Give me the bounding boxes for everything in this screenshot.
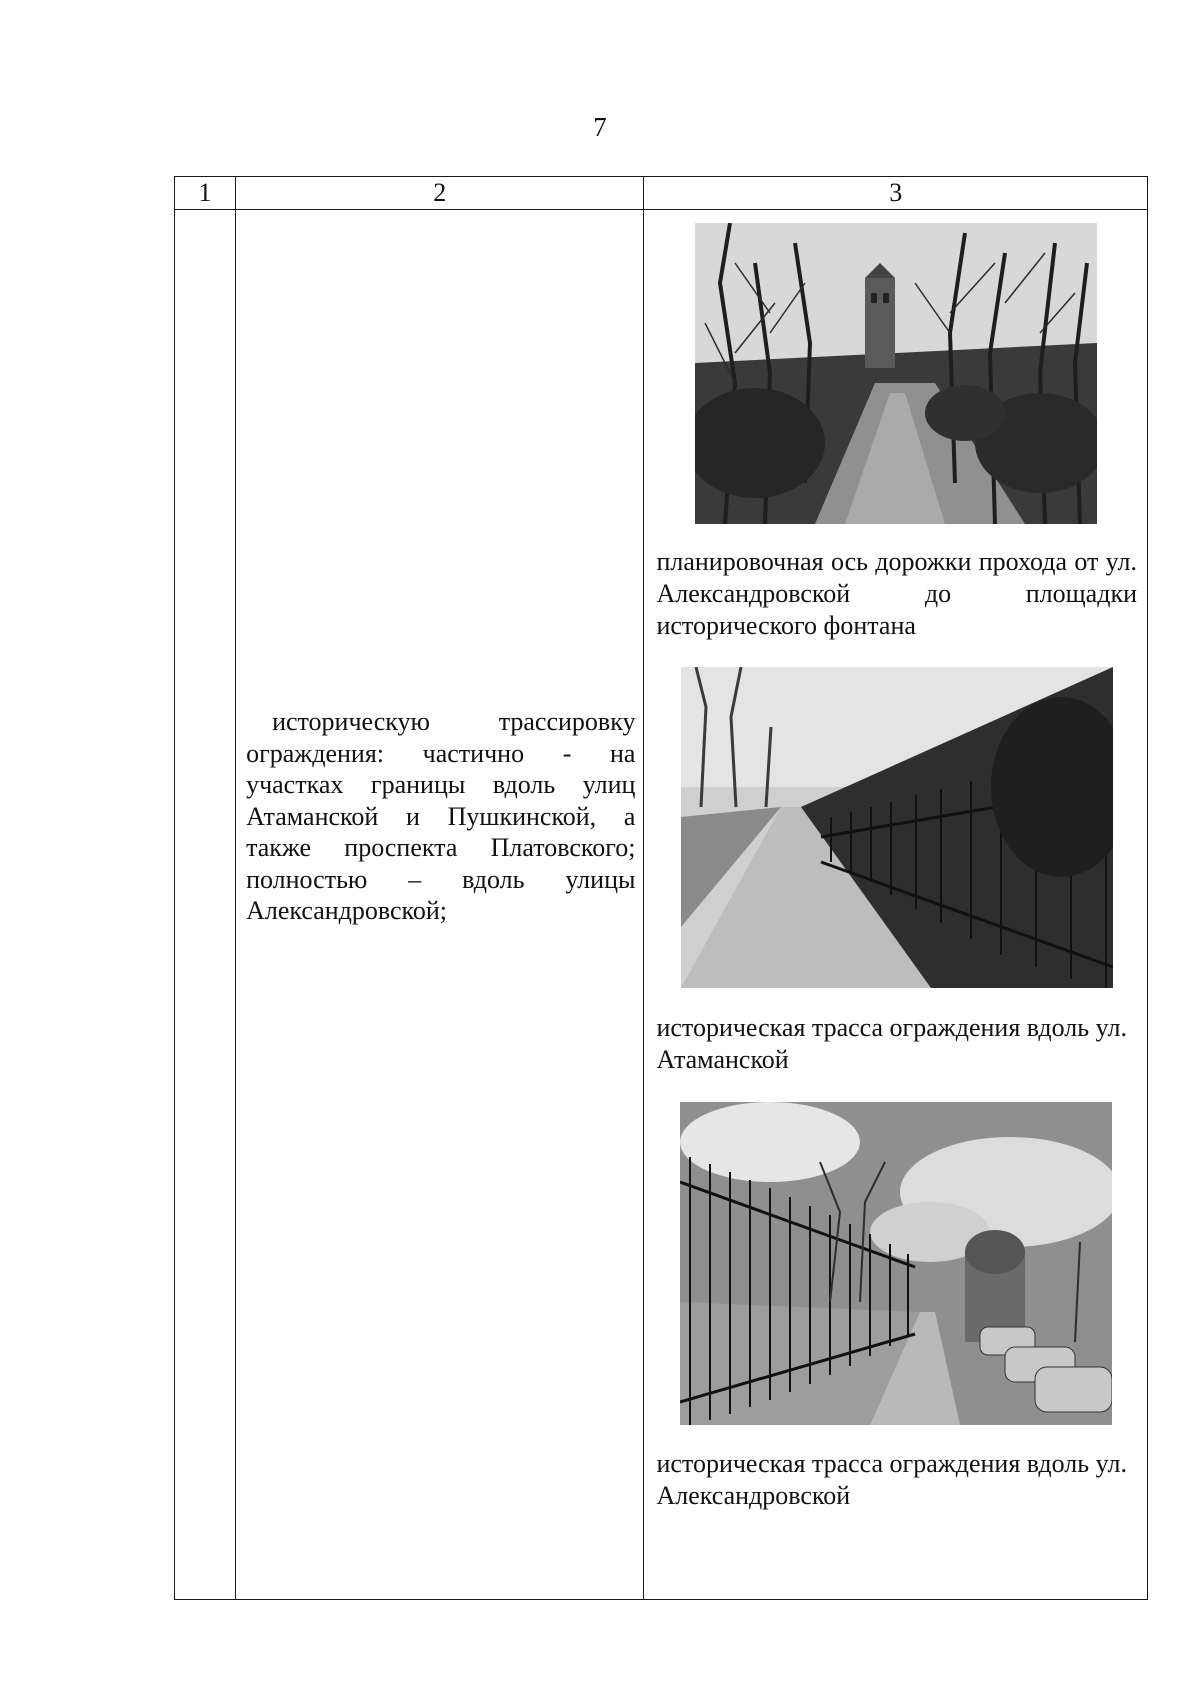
description-text: историческую трассировку ограждения: частично - на участках границы вдоль улиц Атаманской и Пушкинской, а также проспекта Платовского; полностью – вдоль улицы Александровской; [246, 707, 636, 925]
page-number: 7 [593, 112, 607, 142]
header-cell-2: 2 [236, 177, 644, 210]
photos-cell [644, 210, 1148, 1600]
header-cell-1: 1 [175, 177, 236, 210]
description-cell [236, 210, 644, 1600]
photo-fence-aleksandrovskaya [680, 1102, 1112, 1425]
photo-caption-1: планировочная ось дорожки прохода от ул. Александровской до площадки исторического фонтана [656, 547, 1137, 640]
photo-fence-atamanskaya [681, 667, 1113, 988]
photo-caption-2: историческая трасса ограждения вдоль ул. Атаманской [656, 1013, 1127, 1074]
photo-caption-3: историческая трасса ограждения вдоль ул. Александровской [656, 1449, 1127, 1510]
header-cell-3: 3 [644, 177, 1148, 210]
photo-park-path [695, 223, 1097, 524]
table-row [175, 210, 1148, 1600]
document-table [174, 176, 1148, 1600]
row-number-cell [175, 210, 236, 1600]
table-header-row [175, 177, 1148, 210]
